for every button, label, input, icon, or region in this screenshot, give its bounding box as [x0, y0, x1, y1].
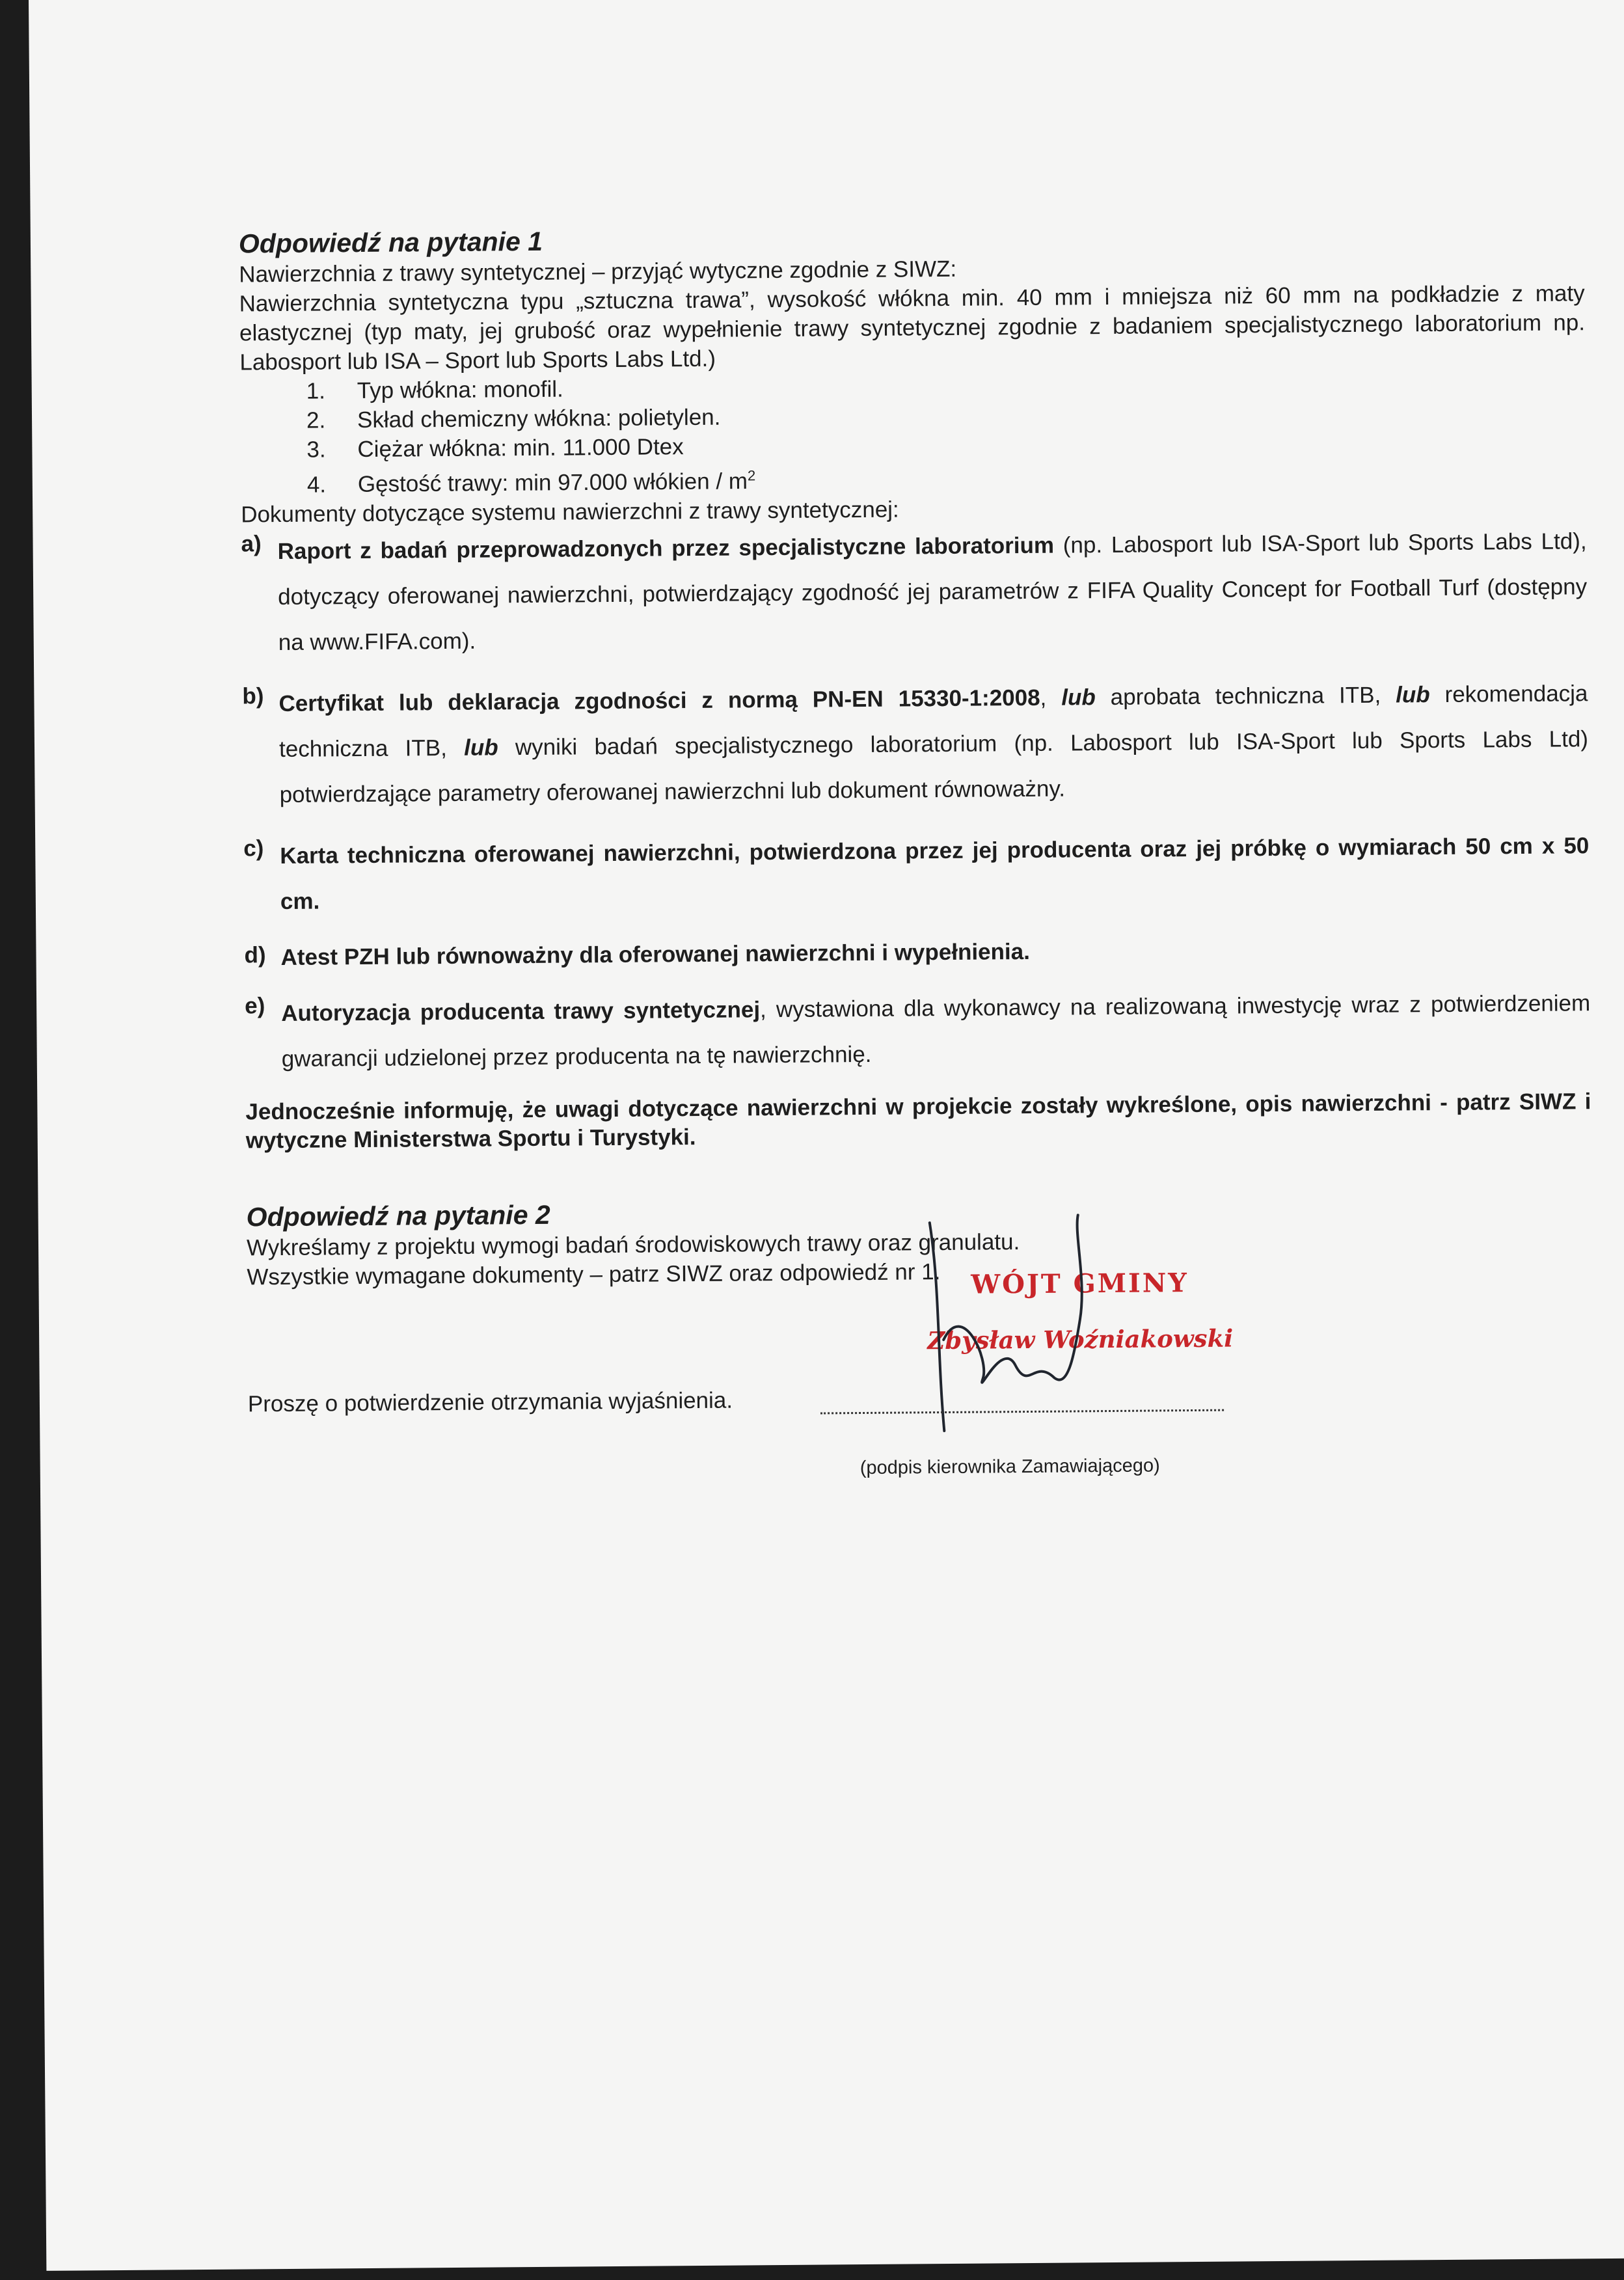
- section1-heading: Odpowiedź na pytanie 1: [238, 226, 543, 259]
- section2-line2: Wszystkie wymagane dokumenty – patrz SIWZ oraz odpowiedź nr 1.: [247, 1258, 941, 1290]
- list-item: 1. Typ włókna: monofil.: [306, 376, 563, 404]
- list-item: 3. Ciężar włókna: min. 11.000 Dtex: [306, 434, 684, 463]
- document-item-a: a) Raport z badań przeprowadzonych przez specjalistyczne laboratorium (np. Labosport lub ISA-Sport lub Sports Labs Ltd), dotyczący oferowanej nawierzchni, potwierdzający zgodność jej parametrów z FIFA Quality Concept for Football Turf (dostępny na www.FIFA.com).: [241, 519, 1588, 666]
- document-item-b: b) Certyfikat lub deklaracja zgodności z normą PN-EN 15330-1:2008, lub aprobata techniczna ITB, lub rekomendacja techniczna ITB, lub wyniki badań specjalistycznego laboratorium (np. Labosport lub ISA-Sport lub Sports Labs Ltd) potwierdzające parametry oferowanej nawierzchni lub dokument równoważny.: [242, 671, 1589, 818]
- spec-list: [240, 366, 1586, 500]
- section1-paragraph: Nawierzchnia syntetyczna typu „sztuczna trawa”, wysokość włókna min. 40 mm i mniejsza niż 60 mm na podkładzie z maty elastycznej (typ maty, jej grubość oraz wypełnienie trawy syntetycznej zgodnie z badaniem specjalistycznego laboratorium np. Labosport lub ISA – Sport lub Sports Labs Ltd.): [239, 280, 1586, 375]
- stamp-name: Zbysław Woźniakowski: [927, 1323, 1234, 1355]
- item-label: e): [244, 992, 265, 1019]
- section1-intro: Nawierzchnia z trawy syntetycznej – przyjąć wytyczne zgodnie z SIWZ:: [239, 256, 957, 288]
- superscript: 2: [747, 467, 756, 484]
- item-label: a): [241, 530, 262, 557]
- list-item: 2. Skład chemiczny włókna: polietylen.: [306, 404, 721, 433]
- section2-heading: Odpowiedź na pytanie 2: [246, 1199, 550, 1232]
- list-item: 4. Gęstość trawy: min 97.000 włókien / $m^2$: [306, 467, 756, 498]
- documents-list: [241, 519, 1591, 1082]
- document-item-e: e) Autoryzacja producenta trawy syntetycznej, wystawiona dla wykonawcy na realizowaną inwestycję wraz z potwierdzeniem gwarancji udzielonej przez producenta na tę nawierzchnię.: [245, 981, 1591, 1082]
- stamp-title: WÓJT GMINY: [971, 1268, 1189, 1300]
- document-item-d: d) Atest PZH lub równoważny dla oferowanej nawierzchni i wypełnienia.: [244, 930, 1590, 975]
- documents-intro: Dokumenty dotyczące systemu nawierzchni z trawy syntetycznej:: [241, 496, 899, 528]
- item-label: d): [244, 942, 266, 968]
- section2-line1: Wykreślamy z projektu wymogi badań środowiskowych trawy oraz granulatu.: [246, 1228, 1020, 1261]
- item-label: b): [242, 683, 264, 709]
- signature-caption: (podpis kierownika Zamawiającego): [859, 1455, 1160, 1479]
- handwritten-signature: [904, 1208, 1114, 1458]
- document-page: [29, 0, 1624, 2271]
- confirmation-request: Proszę o potwierdzenie otrzymania wyjaśnienia.: [247, 1387, 733, 1417]
- item-label: c): [243, 835, 264, 862]
- document-item-c: c) Karta techniczna oferowanej nawierzchni, potwierdzona przez jej producenta oraz jej próbkę o wymiarach 50 cm x 50 cm.: [243, 823, 1590, 925]
- notice-paragraph: Jednocześnie informuję, że uwagi dotyczące nawierzchni w projekcie zostały wykreślone, opis nawierzchni - patrz SIWZ i wytyczne Ministerstwa Sportu i Turystyki.: [245, 1088, 1591, 1154]
